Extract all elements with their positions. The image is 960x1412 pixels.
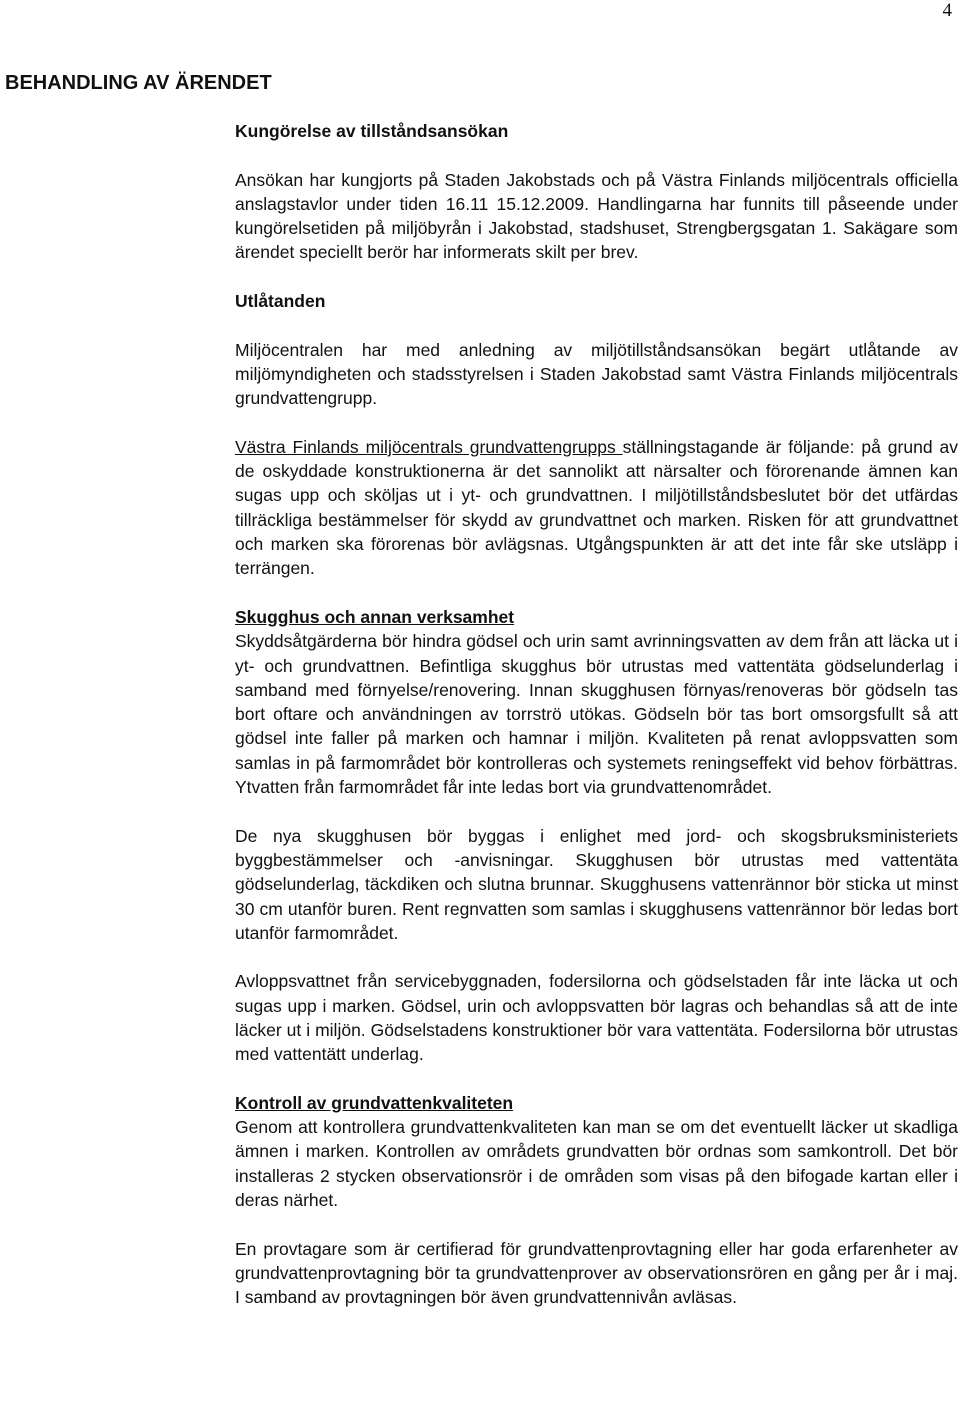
paragraph-utlatanden-1: Miljöcentralen har med anledning av miljötillståndsansökan begärt utlåtande av miljömyndigheten och stadsstyrelsen i Staden Jakobstad samt Västra Finlands miljöcentrals grundvattengrupp. xyxy=(235,339,958,409)
paragraph-skugghus-3: Avloppsvattnet från servicebyggnaden, fodersilorna och gödselstaden får inte läcka ut och sugas upp i marken. Gödsel, urin och avloppsvatten bör lagras och behandlas så att de inte läcker ut i miljön. Gödselstadens konstruktioner bör vara vattentäta. Fodersilorna bör utrustas med vattentätt underlag. xyxy=(235,971,958,1065)
section-kungorelse xyxy=(235,119,958,265)
paragraph-skugghus-2: De nya skugghusen bör byggas i enlighet med jord- och skogsbruksministeriets byggbestämmelser och -anvisningar. Skugghusen bör utrustas med vattentäta gödselunderlag, täckdiken och slutna brunnar. Skugghusens vattenrännor bör sticka ut minst 30 cm utanför buren. Rent regnvatten som samlas i skugghusens vattenrännor bör ledas bort utanför farmområdet. xyxy=(235,825,958,943)
underlined-source-name: Västra Finlands miljöcentrals grundvattengrupps xyxy=(235,436,623,457)
section-heading-kungorelse: Kungörelse av tillståndsansökan xyxy=(235,121,509,141)
section-heading-skugghus: Skugghus och annan verksamhet xyxy=(235,606,515,627)
paragraph-kontroll-2: En provtagare som är certifierad för grundvattenprovtagning eller har goda erfarenheter av grundvattenprovtagning bör ta grundvattenprover av observationsrören en gång per år i maj. I samband av provtagningen bör även grundvattennivån avläsas. xyxy=(235,1238,958,1308)
document-body xyxy=(235,119,958,1310)
paragraph-utlatanden-2 xyxy=(235,435,958,581)
section-heading-kontroll: Kontroll av grundvattenkvaliteten xyxy=(235,1092,514,1113)
section-skugghus xyxy=(235,605,958,1067)
paragraph-skugghus-1: Skyddsåtgärderna bör hindra gödsel och urin samt avrinningsvatten av dem från att läcka ut i yt- och grundvattnen. Befintliga skugghus bör utrustas med vattentäta gödselunderlag i samband med förnyelse/renovering. Innan skugghusen förnyas/renoveras bör gödseln tas bort oftare och användningen av torrströ utökas. Gödseln bör tas bort omsorgsfullt så att gödsel inte faller på marken och hamnar i miljön. Kvaliteten på renat avloppsvatten som samlas in på farmområdet bör kontrolleras och systemets reningseffekt vid behov förbättras. Ytvatten från farmområdet får inte ledas bort via grundvattenområdet. xyxy=(235,631,958,798)
paragraph-kontroll-1: Genom att kontrollera grundvattenkvaliteten kan man se om det eventuellt läcker ut skadliga ämnen i marken. Kontrollen av områdets grundvatten bör ordnas som samkontroll. Det bör installeras 2 stycken observationsrör i de områden som visas på den bifogade kartan eller i deras närhet. xyxy=(235,1117,958,1211)
section-utlatanden xyxy=(235,289,958,581)
section-heading-utlatanden: Utlåtanden xyxy=(235,291,326,312)
section-kontroll xyxy=(235,1091,958,1310)
paragraph-kungorelse: Ansökan har kungjorts på Staden Jakobstads och på Västra Finlands miljöcentrals officiella anslagstavlor under tiden 16.11 15.12.2009. Handlingarna har funnits till påseende under kungörelsetiden på miljöbyrån i Jakobstad, stadshuset, Strengbergsgatan 1. Sakägare som ärendet speciellt berör har informerats skilt per brev. xyxy=(235,169,958,263)
paragraph-utlatanden-2-rest: ställningstagande är följande: på grund av de oskyddade konstruktionerna är det sannolikt att närsalter och förorenande ämnen kan sugas upp och sköljas ut i yt- och grundvattnen. I miljötillståndsbeslutet bör det utfärdas tillräckliga bestämmelser för skydd av grundvattnet och marken. Risken för att grundvattnet och marken ska förorenas bör avlägsnas. Utgångspunkten är att det inte får ske utsläpp i terrängen. xyxy=(235,436,958,579)
main-heading: BEHANDLING AV ÄRENDET xyxy=(5,72,272,94)
page-number: 4 xyxy=(942,0,952,21)
